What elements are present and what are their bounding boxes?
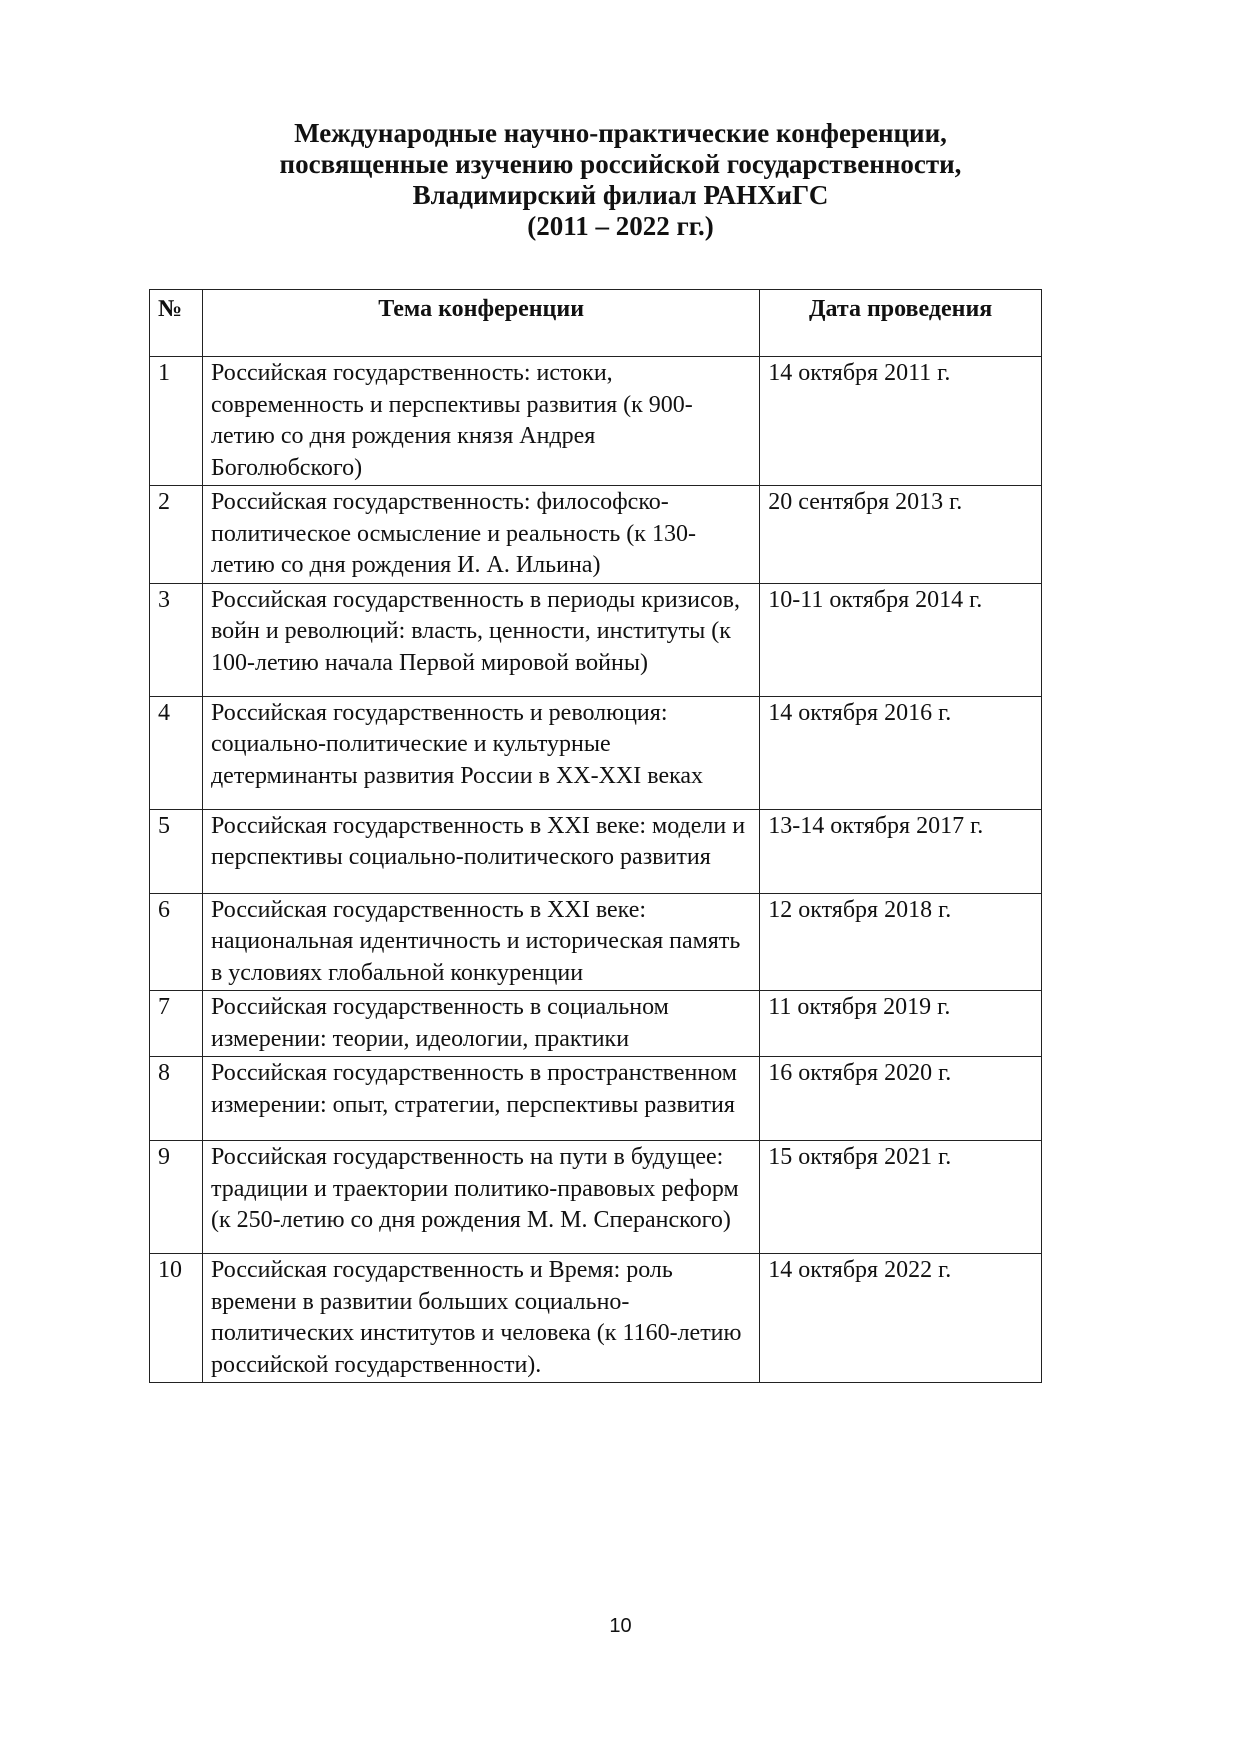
row-topic: Российская государственность в пространственном измерении: опыт, стратегии, перспективы развития [202,1057,759,1141]
header-topic: Тема конференции [202,290,759,357]
row-date: 13-14 октября 2017 г. [760,809,1042,893]
row-number: 10 [150,1254,203,1383]
row-number: 6 [150,893,203,991]
row-number: 2 [150,486,203,584]
page-number: 10 [609,1615,632,1637]
table-row [150,357,1042,486]
row-topic: Российская государственность в периоды кризисов, войн и революций: власть, ценности, институты (к 100-летию начала Первой мировой войны) [202,583,759,696]
row-date: 11 октября 2019 г. [760,991,1042,1057]
row-topic: Российская государственность в XXI веке: модели и перспективы социально-политического развития [202,809,759,893]
row-topic: Российская государственность в социальном измерении: теории, идеологии, практики [202,991,759,1057]
table-row [150,1254,1042,1383]
row-number: 1 [150,357,203,486]
row-date: 16 октября 2020 г. [760,1057,1042,1141]
table-row [150,1057,1042,1141]
table-row [150,809,1042,893]
row-number: 9 [150,1141,203,1254]
row-number: 7 [150,991,203,1057]
row-date: 12 октября 2018 г. [760,893,1042,991]
row-date: 20 сентября 2013 г. [760,486,1042,584]
title-line-3: Владимирский филиал РАНХиГС [412,180,829,210]
title-line-4: (2011 – 2022 гг.) [527,211,714,241]
row-topic: Российская государственность в XXI веке: национальная идентичность и историческая память в условиях глобальной конкуренции [202,893,759,991]
title-line-2: посвященные изучению российской государственности, [279,149,962,179]
table-row [150,486,1042,584]
row-date: 14 октября 2016 г. [760,696,1042,809]
table-row [150,991,1042,1057]
row-topic: Российская государственность на пути в будущее: традиции и траектории политико-правовых реформ (к 250-летию со дня рождения М. М. Сперанского) [202,1141,759,1254]
header-number: № [150,290,203,357]
table-row [150,583,1042,696]
row-date: 14 октября 2022 г. [760,1254,1042,1383]
row-topic: Российская государственность и революция: социально-политические и культурные детерминанты развития России в XX-XXI веках [202,696,759,809]
table-row [150,1141,1042,1254]
table-row [150,696,1042,809]
table-header-row [150,290,1042,357]
document-title [0,118,1241,242]
row-date: 10-11 октября 2014 г. [760,583,1042,696]
row-topic: Российская государственность: истоки, современность и перспективы развития (к 900-летию со дня рождения князя Андрея Боголюбского) [202,357,759,486]
row-number: 3 [150,583,203,696]
row-number: 5 [150,809,203,893]
title-line-1: Международные научно-практические конференции, [294,118,947,148]
conference-table [149,289,1042,1383]
row-number: 8 [150,1057,203,1141]
table-row [150,893,1042,991]
row-topic: Российская государственность: философско-политическое осмысление и реальность (к 130-летию со дня рождения И. А. Ильина) [202,486,759,584]
row-date: 15 октября 2021 г. [760,1141,1042,1254]
row-topic: Российская государственность и Время: роль времени в развитии больших социально-политических институтов и человека (к 1160-летию российской государственности). [202,1254,759,1383]
row-number: 4 [150,696,203,809]
row-date: 14 октября 2011 г. [760,357,1042,486]
header-date: Дата проведения [760,290,1042,357]
